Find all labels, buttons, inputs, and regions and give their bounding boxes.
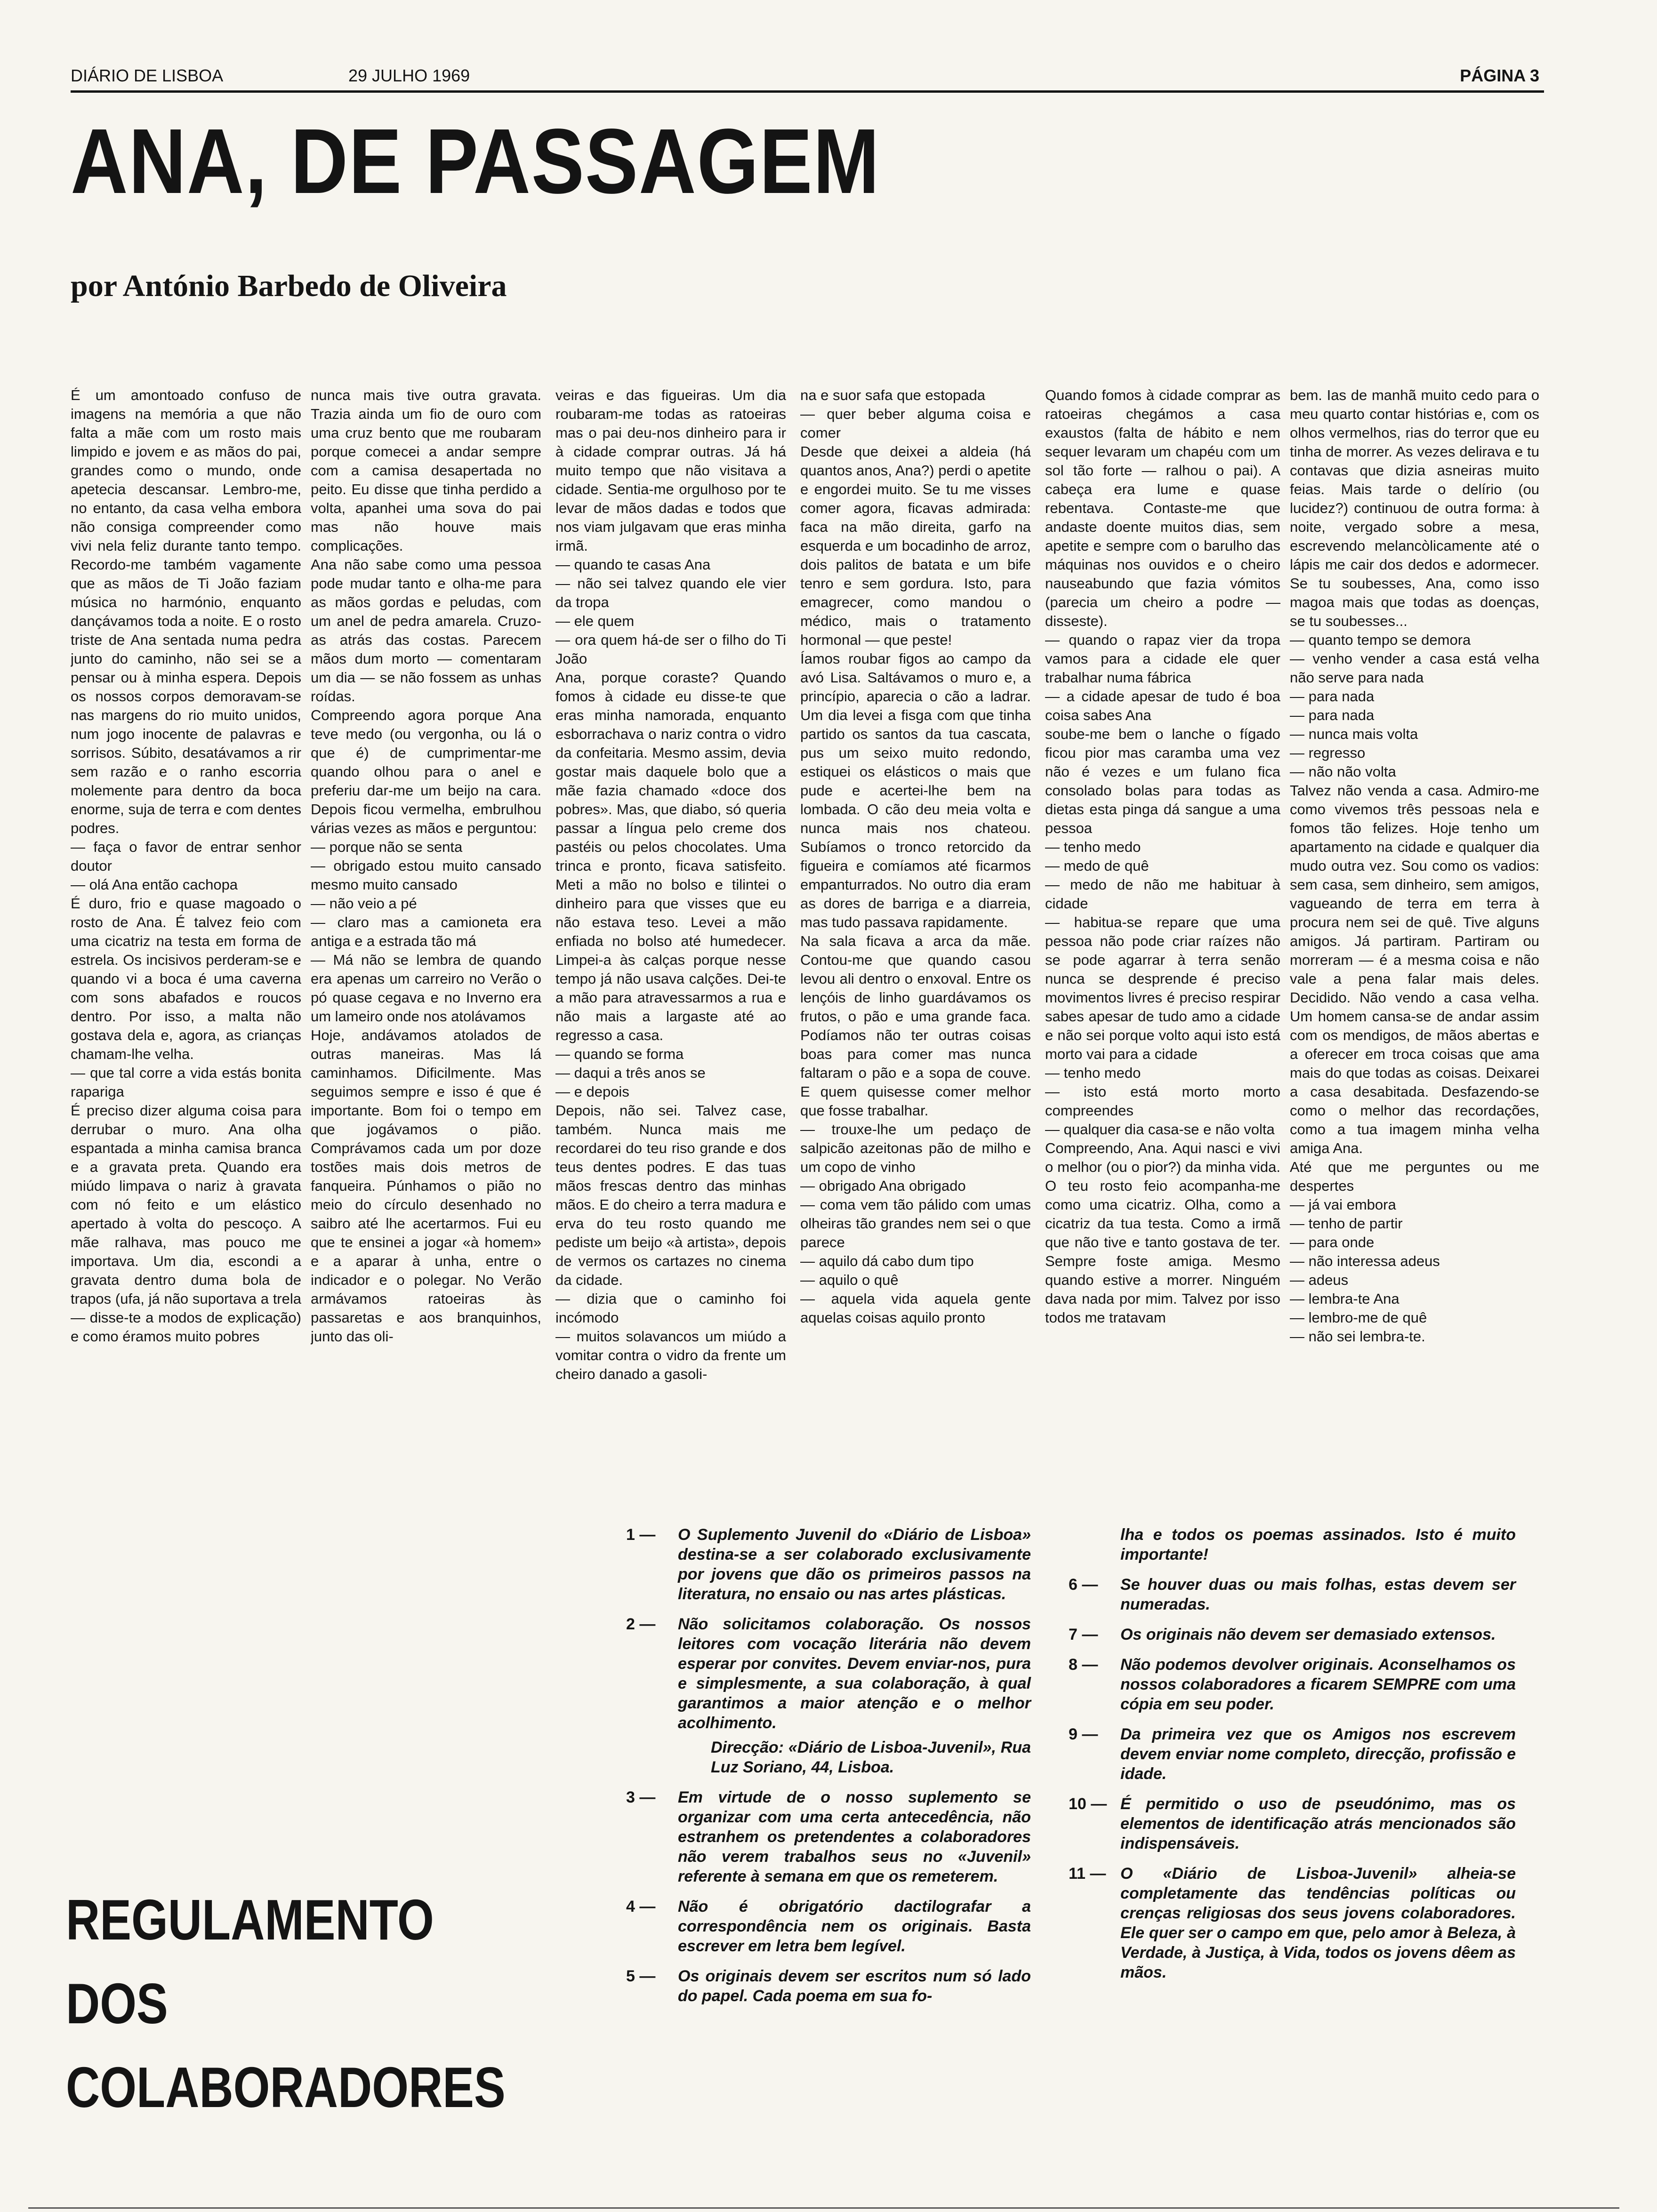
rule-number: 1 — bbox=[626, 1526, 656, 1544]
rule-text: Os originais não devem ser demasiado extensos. bbox=[1120, 1626, 1496, 1643]
rule-item bbox=[1069, 1864, 1516, 1982]
regulamento-title bbox=[66, 1878, 506, 2129]
rule-number: 10 — bbox=[1069, 1795, 1107, 1813]
page-number: PÁGINA 3 bbox=[1460, 66, 1539, 85]
rule-number: 8 — bbox=[1069, 1656, 1098, 1674]
rule-item bbox=[1069, 1655, 1516, 1714]
column-text: Quando fomos à cidade comprar as ratoeiras chegámos a casa exaustos (falta de hábito e nem sequer levaram um chapéu com um sol tão forte — ralhou o pai). A cabeça era lume e quase rebentava. Contaste-me que andaste doente muitos dias, sem apetite e sempre com o barulho das máquinas nos ouvidos e o cheiro nauseabundo que fazia vómitos (parecia um cheiro a podre — disseste). — quando o rapaz vier da tropa vamos para a cidade ele quer trabalhar numa fábrica — a cidade apesar de tudo é boa coisa sabes Ana soube-me bem o lanche o fígado ficou pior mas caramba uma vez não é vezes e um fulano fica consolado bolas para todas as dietas esta pinga dá sangue a uma pessoa — tenho medo — medo de quê — medo de não me habituar à cidade — habitua-se repare que uma pessoa não pode criar raízes não se pode agarrar à terra senão nunca se desprende é preciso movimentos livres é preciso respirar sabes apesar de tudo amo a cidade e não sei porque volto aqui isto está morto vai para a cidade — tenho medo — isto está morto morto compreendes — qualquer dia casa-se e não volta Compreendo, Ana. Aqui nasci e vivi o melhor (ou o pior?) da minha vida. O teu rosto feio acompanha-me como uma cicatriz. Olha, como a cicatriz da tua testa. Como a irmã que não tive e tanto gostava de ter. Sempre foste amiga. Mesmo quando estive a morrer. Ninguém dava nada por mim. Talvez por isso todos me tratavam bbox=[1045, 387, 1280, 1326]
rule-item bbox=[626, 1614, 1031, 1777]
rule-number: 2 — bbox=[626, 1615, 656, 1633]
rule-text: Da primeira vez que os Amigos nos escrevem devem enviar nome completo, direcção, profissão e idade. bbox=[1120, 1725, 1516, 1783]
article-column-3 bbox=[555, 386, 786, 1478]
rule-number: 9 — bbox=[1069, 1725, 1098, 1743]
rule-text: Em virtude de o nosso suplemento se organizar com uma certa antecedência, não estranhem os pretendentes a colaboradores não verem trabalhos seus no «Juvenil» referente à semana em que os remeterem. bbox=[678, 1788, 1031, 1885]
rule-address: Direcção: «Diário de Lisboa-Juvenil», Rua Luz Soriano, 44, Lisboa. bbox=[711, 1739, 1031, 1776]
rule-number: 6 — bbox=[1069, 1576, 1098, 1594]
regulamento-title-line: DOS bbox=[66, 1972, 168, 2036]
article-column-2 bbox=[311, 386, 541, 1478]
column-text: É um amontoado confuso de imagens na memória a que não falta a mãe com um rosto mais limpido e jovem e as mãos do pai, grandes como o mundo, onde apetecia descansar. Lembro-me, no entanto, da casa velha embora não consiga compreender como vivi nela feliz durante tanto tempo. Recordo-me também vagamente que as mãos de Ti João faziam música no harmónio, enquanto dançávamos toda a noite. E o rosto triste de Ana sentada numa pedra junto do caminho, não sei se a pensar ou à minha espera. Depois os nossos corpos demoravam-se nas margens do rio muito unidos, num jogo inocente de palavras e sorrisos. Súbito, desatávamos a rir sem razão e o ranho escorria molemente para dentro da boca enorme, suja de terra e com dentes podres. — faça o favor de entrar senhor doutor — olá Ana então cachopa É duro, frio e quase magoado o rosto de Ana. É talvez feio com uma cicatriz na testa em forma de estrela. Os incisivos perderam-se e quando vi a boca é uma caverna com sons abafados e roucos dentro. Por isso, a malta não gostava dela e, agora, as crianças chamam-lhe velha. — que tal corre a vida estás bonita rapariga É preciso dizer alguma coisa para derrubar o muro. Ana olha espantada a minha camisa branca e a gravata preta. Quando era miúdo limpava o nariz à gravata com nó feito e um elástico apertado à volta do pescoço. A mãe ralhava, mas pouco me importava. Um dia, escondi a gravata dentro duma bola de trapos (ufa, já não suportava a trela — disse-te a modos de explicação) e como éramos muito pobres bbox=[71, 387, 301, 1345]
article-column-6 bbox=[1290, 386, 1539, 1478]
rule-text: O «Diário de Lisboa-Juvenil» alheia-se completamente das tendências políticas ou crenças religiosas dos seus jovens colaboradores. Ele quer ser o campo em que, pelo amor à Beleza, à Verdade, à Justiça, à Vida, todos os jovens dêem as mãos. bbox=[1120, 1865, 1516, 1981]
regulamento-title-line: COLABORADORES bbox=[66, 2055, 506, 2119]
publication-name: DIÁRIO DE LISBOA bbox=[71, 66, 224, 85]
article-column-5 bbox=[1045, 386, 1280, 1478]
article-byline: por António Barbedo de Oliveira bbox=[71, 269, 507, 303]
rule-text: Não solicitamos colaboração. Os nossos leitores com vocação literária não devem esperar por convites. Devem enviar-nos, pura e simplesmente, a sua colaboração, à qual garantimos a maior atenção e o melhor acolhimento. bbox=[678, 1615, 1031, 1732]
column-text: nunca mais tive outra gravata. Trazia ainda um fio de ouro com uma cruz bento que me roubaram porque comecei a andar sempre com a camisa desapertada no peito. Eu disse que tinha perdido a volta, apanhei uma sova do pai mas não houve mais complicações. Ana não sabe como uma pessoa pode mudar tanto e olha-me para as mãos gordas e peludas, com um anel de pedra amarela. Cruzo-as atrás das costas. Parecem mãos dum morto — comentaram um dia — se não fossem as unhas roídas. Compreendo agora porque Ana teve medo (ou vergonha, ou lá o que é) de cumprimentar-me quando olhou para o anel e preferiu dar-me um beijo na cara. Depois ficou vermelha, embrulhou várias vezes as mãos e perguntou: — porque não se senta — obrigado estou muito cansado mesmo muito cansado — não veio a pé — claro mas a camioneta era antiga e a estrada tão má — Má não se lembra de quando era apenas um carreiro no Verão o pó quase cegava e no Inverno era um lameiro onde nos atolávamos Hoje, andávamos atolados de outras maneiras. Mas lá caminhamos. Dificilmente. Mas seguimos sempre e isso é que é importante. Bom foi o tempo em que jogávamos o pião. Comprávamos cada um por doze tostões mais dois metros de fanqueira. Púnhamos o pião no meio do círculo desenhado no saibro até lhe acertarmos. Fui eu que te ensinei a jogar «à homem» e a aparar à unha, entre o indicador e o polegar. No Verão armávamos ratoeiras às passaretas e aos branquinhos, junto das oli- bbox=[311, 387, 541, 1345]
rule-text: Não podemos devolver originais. Aconselhamos os nossos colaboradores a ficarem SEMPRE com uma cópia em seu poder. bbox=[1120, 1656, 1516, 1713]
rule-item bbox=[626, 1966, 1031, 2006]
rule-item bbox=[1069, 1724, 1516, 1784]
rule-number: 7 — bbox=[1069, 1626, 1098, 1643]
article-title: ANA, DE PASSAGEM bbox=[71, 110, 880, 213]
rule-item bbox=[626, 1525, 1031, 1604]
rule-item bbox=[1069, 1625, 1516, 1644]
rule-text: Não é obrigatório dactilografar a correspondência nem os originais. Basta escrever em letra bem legível. bbox=[678, 1898, 1031, 1955]
issue-date: 29 JULHO 1969 bbox=[348, 66, 470, 85]
article-body bbox=[71, 386, 1544, 1478]
rule-number: 3 — bbox=[626, 1788, 656, 1806]
rule-item bbox=[626, 1787, 1031, 1886]
rule-text: É permitido o uso de pseudónimo, mas os elementos de identificação atrás mencionados são indispensáveis. bbox=[1120, 1795, 1516, 1852]
article-column-4 bbox=[800, 386, 1031, 1478]
rule-item bbox=[1069, 1794, 1516, 1853]
regulamento-title-line: REGULAMENTO bbox=[66, 1888, 434, 1952]
bottom-edge bbox=[28, 2207, 1619, 2209]
rule-number: 4 — bbox=[626, 1898, 656, 1915]
rule-item bbox=[626, 1897, 1031, 1956]
article-column-1 bbox=[71, 386, 301, 1478]
header-rule bbox=[71, 90, 1544, 93]
column-text: bem. Ias de manhã muito cedo para o meu quarto contar histórias e, com os olhos vermelhos, rias do terror que eu tinha de morrer. As vezes delirava e tu contavas que dizia asneiras muito feias. Mais tarde o delírio (ou lucidez?) continuou de outra forma: à noite, vergado sobre a mesa, escrevendo melancòlicamente até o lápis me cair dos dedos e adormecer. Se tu soubesses, Ana, como isso magoa mais que todas as doenças, se tu soubesses... — quanto tempo se demora — venho vender a casa está velha não serve para nada — para nada — para nada — nunca mais volta — regresso — não não volta Talvez não venda a casa. Admiro-me como vivemos três pessoas nela e fomos tão felizes. Hoje tenho um apartamento na cidade e qualquer dia mudo outra vez. Sou como os vadios: sem casa, sem dinheiro, sem amigos, vagueando de terra em terra à procura nem sei de quê. Tive alguns amigos. Já partiram. Partiram ou morreram — é a mesma coisa e não vale a pena falar mais deles. Decidido. Não vendo a casa velha. Um homem cansa-se de andar assim com os mendigos, de mãos abertas e a oferecer em troca coisas que ama mais do que todas as coisas. Deixarei a casa desabitada. Desfazendo-se como o melhor das recordações, como a tua imagem minha velha amiga Ana. Até que me perguntes ou me despertes — já vai embora — tenho de partir — para onde — não interessa adeus — adeus — lembra-te Ana — lembro-me de quê — não sei lembra-te. bbox=[1290, 387, 1539, 1345]
column-text: veiras e das figueiras. Um dia roubaram-me todas as ratoeiras mas o pai deu-nos dinheiro para ir à cidade comprar outras. Já há muito tempo que não visitava a cidade. Sentia-me orgulhoso por te levar de mãos dadas e todos que nos viam julgavam que eras minha irmã. — quando te casas Ana — não sei talvez quando ele vier da tropa — ele quem — ora quem há-de ser o filho do Ti João Ana, porque coraste? Quando fomos à cidade eu disse-te que eras minha namorada, enquanto esborrachava o nariz contra o vidro da confeitaria. Mesmo assim, devia gostar mais daquele bolo que a mãe fazia chamado «doce dos pobres». Mas, que diabo, só queria passar a língua pelo creme dos pastéis ou pelos chocolates. Uma trinca e pronto, ficava satisfeito. Meti a mão no bolso e tilintei o dinheiro para que visses que eu não estava teso. Levei a mão enfiada no bolso até humedecer. Limpei-a às calças porque nesse tempo já não usava calções. Dei-te a mão para atravessarmos a rua e não mais a largaste até ao regresso a casa. — quando se forma — daqui a três anos se — e depois Depois, não sei. Talvez case, também. Nunca mais me recordarei do teu riso grande e dos teus dentes podres. E das tuas mãos frescas dentro das minhas mãos. E do cheiro a terra madura e erva do teu rosto quando me pediste um beijo «à artista», depois de vermos os cartazes no cinema da cidade. — dizia que o caminho foi incómodo — muitos solavancos um miúdo a vomitar contra o vidro da frente um cheiro danado a gasoli- bbox=[555, 387, 786, 1382]
rule-number: 11 — bbox=[1069, 1865, 1106, 1883]
rule-number: 5 — bbox=[626, 1967, 656, 1985]
page-header bbox=[71, 66, 1539, 94]
regulamento-rules-right bbox=[1069, 1525, 1516, 1993]
rule-text: O Suplemento Juvenil do «Diário de Lisboa» destina-se a ser colaborado exclusivamente por jovens que dão os primeiros passos na literatura, no ensaio ou nas artes plásticas. bbox=[678, 1526, 1031, 1603]
rule-text: Se houver duas ou mais folhas, estas devem ser numeradas. bbox=[1120, 1576, 1516, 1613]
column-text: na e suor safa que estopada — quer beber alguma coisa e comer Desde que deixei a aldeia (há quantos anos, Ana?) perdi o apetite e engordei muito. Se tu me visses comer agora, ficavas admirada: faca na mão direita, garfo na esquerda e um bocadinho de arroz, dois palitos de batata e um bife tenro e sem gordura. Isto, para emagrecer, como mandou o médico, mais o tratamento hormonal — que peste! Íamos roubar figos ao campo da avó Lisa. Saltávamos o muro e, a princípio, aparecia o cão a ladrar. Um dia levei a fisga com que tinha partido os santos da tua cascata, pus um seixo muito redondo, estiquei os elásticos o mais que pude e acertei-lhe bem na lombada. O cão deu meia volta e nunca mais nos chateou. Subíamos o tronco retorcido da figueira e comíamos até ficarmos empanturrados. No outro dia eram as dores de barriga e a diarreia, mas tudo passava rapidamente. Na sala ficava a arca da mãe. Contou-me que quando casou levou ali dentro o enxoval. Entre os lençóis de linho guardávamos os frutos, o pão e uma grande faca. Podíamos não ter outras coisas boas para comer mas nunca faltaram o pão e a sopa de couve. E quem quisesse comer melhor que fosse trabalhar. — trouxe-lhe um pedaço de salpicão azeitonas pão de milho e um copo de vinho — obrigado Ana obrigado — coma vem tão pálido com umas olheiras tão grandes nem sei o que parece — aquilo dá cabo dum tipo — aquilo o quê — aquela vida aquela gente aquelas coisas aquilo pronto bbox=[800, 387, 1031, 1326]
rule-item bbox=[1069, 1575, 1516, 1614]
rule-item bbox=[1069, 1525, 1516, 1564]
rule-text: Os originais devem ser escritos num só lado do papel. Cada poema em sua fo- bbox=[678, 1967, 1031, 2005]
regulamento-rules-left bbox=[626, 1525, 1031, 2016]
rule-text: lha e todos os poemas assinados. Isto é muito importante! bbox=[1120, 1526, 1516, 1563]
